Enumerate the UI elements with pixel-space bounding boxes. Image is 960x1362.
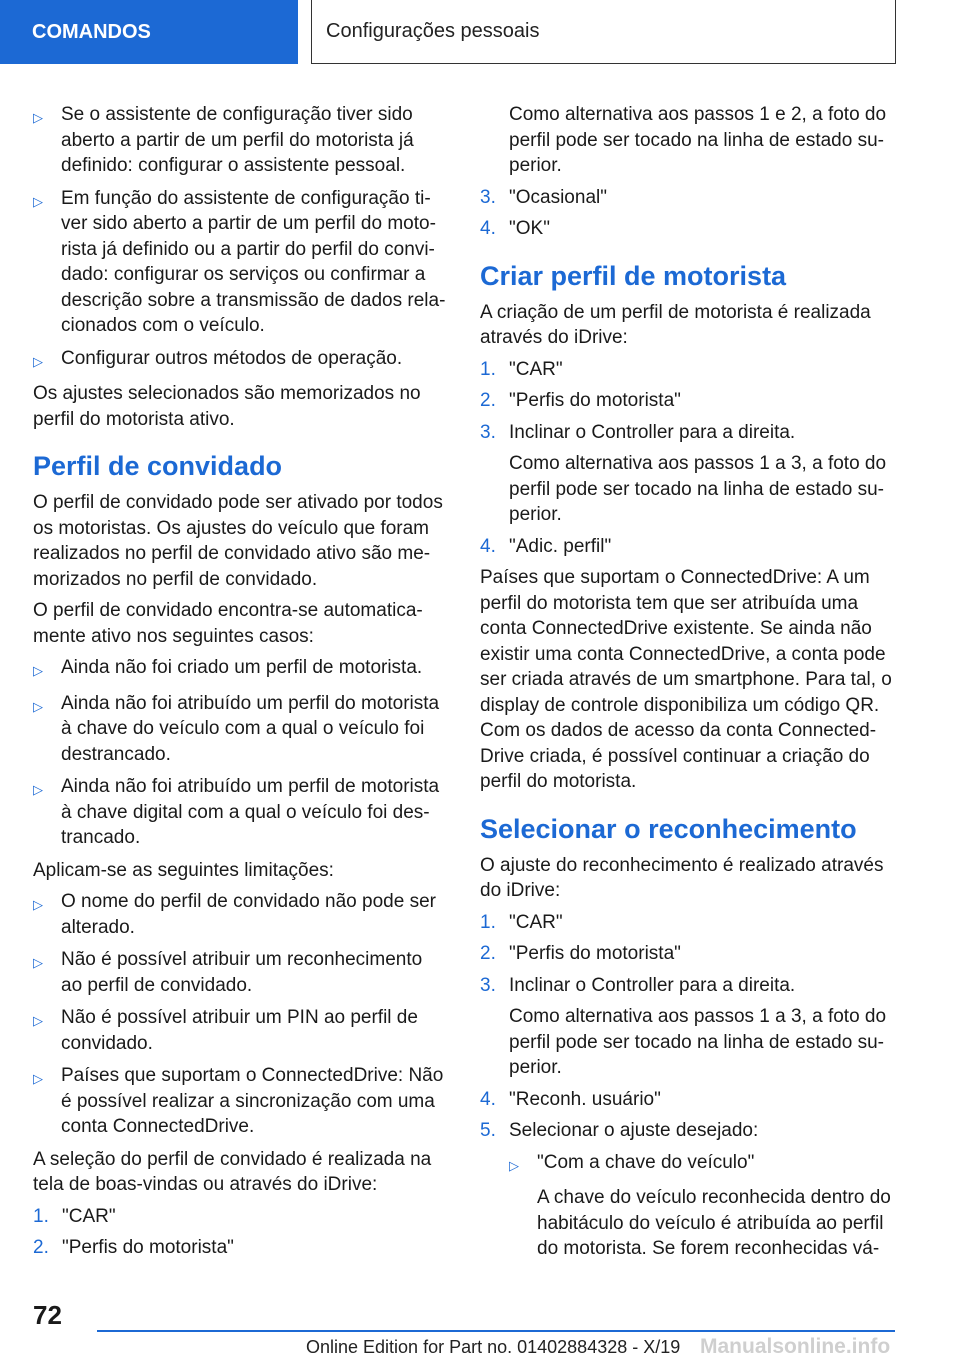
section-heading: Selecionar o reconhecimento [480, 813, 857, 844]
triangle-right-outline-icon: ▷ [33, 110, 43, 125]
numbered-step [480, 388, 900, 414]
bullet-item [33, 102, 447, 179]
triangle-right-outline-icon: ▷ [33, 353, 43, 369]
numbered-step [480, 534, 900, 560]
bullet-text: Ainda não foi atribuído um perfil do motorista à chave do veículo com a qual o veículo foi destrancado. [61, 692, 440, 765]
numbered-step [480, 185, 900, 211]
triangle-right-outline-icon: ▷ [33, 1071, 43, 1086]
bullet-text: Configurar outros métodos de operação. [61, 347, 403, 369]
bullet-item [33, 889, 447, 940]
bullet-item [33, 186, 447, 339]
numbered-step [480, 973, 900, 999]
bullet-item [33, 774, 447, 851]
bullet-text: Se o assistente de configuração tiver sido aberto a partir de um perfil do motorista já definido: configurar o assistente pessoal. [61, 104, 414, 176]
step-number: 3. [480, 421, 496, 443]
triangle-right-outline-icon: ▷ [33, 698, 43, 714]
numbered-step [480, 941, 900, 967]
sub-bullet [509, 1150, 900, 1179]
paragraph: A criação de um perfil de motorista é realizada através do iDrive: [480, 301, 871, 348]
triangle-right-outline-icon: ▷ [33, 897, 43, 912]
section-heading: Criar perfil de motorista [480, 260, 787, 291]
page-title: Configurações pessoais [311, 0, 896, 64]
bullet-text: Países que suportam o ConnectedDrive: Não é possível realizar a sincronização com uma conta ConnectedDrive. [61, 1065, 444, 1137]
step-text: "Reconh. usuário" [509, 1088, 661, 1110]
sub-bullet-description: A chave do veículo reconhecida dentro do habitáculo do veículo é atribuída ao perfil do motorista. Se forem reconhecidas vá- [537, 1187, 891, 1259]
bullet-item [33, 346, 447, 375]
triangle-right-outline-icon: ▷ [33, 663, 43, 678]
numbered-step [33, 1235, 447, 1261]
triangle-right-outline-icon: ▷ [509, 1157, 519, 1173]
bullet-item [33, 691, 447, 768]
paragraph: A seleção do perfil de convidado é realizada na tela de boas-vindas ou através do iDrive: [33, 1148, 432, 1195]
section-heading: Perfil de convidado [33, 451, 283, 481]
numbered-step [480, 357, 900, 383]
step-number: 5. [480, 1120, 496, 1141]
step-number: 2. [480, 943, 496, 964]
step-text: "CAR" [62, 1205, 116, 1227]
watermark: Manualsonline.info [700, 1335, 891, 1358]
paragraph: O ajuste do reconhecimento é realizado através do iDrive: [480, 854, 884, 901]
bullet-text: O nome do perfil de convidado não pode ser alterado. [61, 891, 436, 938]
triangle-right-outline-icon: ▷ [33, 782, 43, 797]
bullet-text: Ainda não foi atribuído um perfil de motorista à chave digital com a qual o veículo foi destrancado. [61, 776, 440, 848]
bullet-text: Em função do assistente de configuração tiver sido aberto a partir de um perfil do motorista já definido ou a partir do perfil do convidado: configurar os serviços ou confirmar a descrição sobre a transmissão de dados relacionados com o veículo. [61, 187, 446, 336]
step-number: 4. [480, 218, 496, 239]
section-tab: COMANDOS [0, 0, 298, 64]
edition-note: Online Edition for Part no. 01402884328 - X/19 [306, 1337, 681, 1357]
numbered-step [480, 1087, 900, 1113]
paragraph: Aplicam-se as seguintes limitações: [33, 859, 334, 881]
bullet-text: Ainda não foi criado um perfil de motorista. [61, 657, 423, 678]
numbered-step [480, 1118, 900, 1144]
bullet-text: "Com a chave do veículo" [537, 1151, 755, 1173]
step-text: "Perfis do motorista" [509, 390, 681, 411]
step-text: "CAR" [509, 358, 563, 380]
paragraph: Países que suportam o ConnectedDrive: A um perfil do motorista tem que ser atribuída uma conta ConnectedDrive existente. Se ainda não existir uma conta ConnectedDrive, a conta pode ser criada através de um smartphone. Para tal, o display de controle disponibiliza um código QR. Com os dados de acesso da conta ConnectedDrive criada, é possível continuar a criação do perfil do motorista. [480, 567, 892, 792]
step-number: 1. [33, 1205, 49, 1227]
numbered-step [33, 1204, 447, 1230]
bullet-item [33, 655, 447, 684]
step-continuation: Como alternativa aos passos 1 a 3, a foto do perfil pode ser tocado na linha de estado superior. [509, 1006, 887, 1078]
step-number: 1. [480, 911, 496, 933]
step-number: 4. [480, 1088, 496, 1110]
step-text: "Perfis do motorista" [509, 943, 681, 964]
paragraph: O perfil de convidado encontra-se automaticamente ativo nos seguintes casos: [33, 600, 423, 647]
bullet-item [33, 1005, 447, 1056]
step-continuation: Como alternativa aos passos 1 e 2, a foto do perfil pode ser tocado na linha de estado superior. [509, 104, 887, 176]
step-text: "Ocasional" [509, 186, 607, 208]
bullet-text: Não é possível atribuir um reconhecimento ao perfil de convidado. [61, 949, 423, 996]
paragraph: O perfil de convidado pode ser ativado por todos os motoristas. Os ajustes do veículo que foram realizados no perfil de convidado ativo são memorizados no perfil de convidado. [33, 492, 443, 590]
triangle-right-outline-icon: ▷ [33, 1013, 43, 1028]
bullet-item [33, 947, 447, 998]
step-text: Inclinar o Controller para a direita. [509, 974, 796, 996]
numbered-step [480, 910, 900, 936]
triangle-right-outline-icon: ▷ [33, 955, 43, 970]
step-number: 4. [480, 535, 496, 557]
left-column [33, 102, 447, 1267]
step-text: "CAR" [509, 911, 563, 933]
step-text: "OK" [509, 218, 550, 239]
step-number: 3. [480, 186, 496, 208]
step-continuation: Como alternativa aos passos 1 a 3, a foto do perfil pode ser tocado na linha de estado superior. [509, 453, 887, 525]
triangle-right-outline-icon: ▷ [33, 193, 43, 209]
step-text: Selecionar o ajuste desejado: [509, 1120, 759, 1141]
step-number: 2. [33, 1237, 49, 1258]
numbered-step [480, 420, 900, 446]
page-number: 72 [33, 1300, 62, 1330]
numbered-step [480, 216, 900, 242]
step-text: Inclinar o Controller para a direita. [509, 421, 796, 443]
right-column [480, 102, 900, 1268]
step-number: 1. [480, 358, 496, 380]
bullet-item [33, 1063, 447, 1140]
footer-divider [97, 1330, 895, 1332]
bullet-text: Não é possível atribuir um PIN ao perfil de convidado. [61, 1007, 418, 1054]
step-text: "Perfis do motorista" [62, 1237, 234, 1258]
step-text: "Adic. perfil" [509, 535, 612, 557]
step-number: 2. [480, 390, 496, 411]
step-number: 3. [480, 974, 496, 996]
paragraph: Os ajustes selecionados são memorizados no perfil do motorista ativo. [33, 383, 421, 430]
